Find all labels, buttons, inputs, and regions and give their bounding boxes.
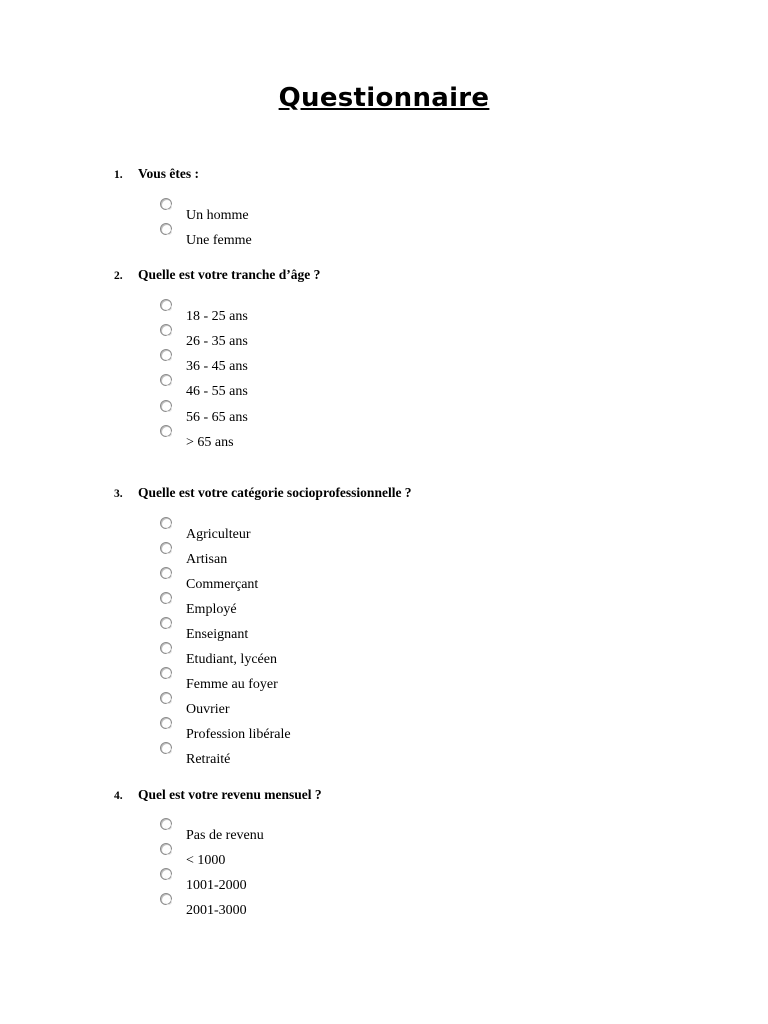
option-label: Femme au foyer bbox=[186, 677, 278, 692]
option-item bbox=[186, 876, 247, 896]
radio-button[interactable] bbox=[160, 349, 172, 361]
option-item bbox=[186, 550, 227, 570]
option-item bbox=[186, 575, 258, 595]
question-text: Quelle est votre tranche d’âge ? bbox=[138, 267, 321, 282]
option-label: Commerçant bbox=[186, 577, 259, 592]
option-item bbox=[186, 231, 252, 251]
option-label: < 1000 bbox=[186, 853, 226, 868]
option-label: Pas de revenu bbox=[186, 828, 264, 843]
option-label: 36 - 45 ans bbox=[186, 359, 248, 374]
option-item bbox=[186, 725, 291, 745]
option-item bbox=[186, 826, 264, 846]
option-item bbox=[186, 206, 249, 226]
radio-button[interactable] bbox=[160, 692, 172, 704]
option-label: Agriculteur bbox=[186, 527, 251, 542]
radio-button[interactable] bbox=[160, 223, 172, 235]
option-item bbox=[186, 332, 248, 352]
radio-button[interactable] bbox=[160, 642, 172, 654]
radio-button[interactable] bbox=[160, 374, 172, 386]
option-item bbox=[186, 525, 251, 545]
option-label: 2001-3000 bbox=[186, 903, 247, 918]
question-number: 2. bbox=[114, 270, 123, 282]
option-item bbox=[186, 625, 248, 645]
radio-button[interactable] bbox=[160, 868, 172, 880]
option-label: Retraité bbox=[186, 752, 231, 767]
radio-button[interactable] bbox=[160, 717, 172, 729]
option-label: Artisan bbox=[186, 552, 228, 567]
option-label: > 65 ans bbox=[186, 435, 234, 450]
question-number: 3. bbox=[114, 488, 123, 500]
option-label: 1001-2000 bbox=[186, 878, 247, 893]
option-label: Ouvrier bbox=[186, 702, 230, 717]
radio-button[interactable] bbox=[160, 198, 172, 210]
option-item bbox=[186, 307, 248, 327]
question-3 bbox=[114, 485, 412, 501]
question-text: Quel est votre revenu mensuel ? bbox=[138, 787, 322, 802]
radio-button[interactable] bbox=[160, 299, 172, 311]
question-text: Vous êtes : bbox=[138, 166, 200, 181]
option-label: Enseignant bbox=[186, 627, 249, 642]
option-label: 18 - 25 ans bbox=[186, 309, 248, 324]
option-label: 56 - 65 ans bbox=[186, 410, 248, 425]
option-item bbox=[186, 650, 277, 670]
page-title: Questionnaire bbox=[278, 83, 490, 113]
option-label: Profession libérale bbox=[186, 727, 291, 742]
radio-button[interactable] bbox=[160, 567, 172, 579]
question-number: 4. bbox=[114, 790, 123, 802]
option-label: 26 - 35 ans bbox=[186, 334, 248, 349]
option-label: Employé bbox=[186, 602, 237, 617]
radio-button[interactable] bbox=[160, 818, 172, 830]
option-item bbox=[186, 851, 225, 871]
option-item bbox=[186, 357, 248, 377]
radio-button[interactable] bbox=[160, 742, 172, 754]
option-item bbox=[186, 675, 278, 695]
radio-button[interactable] bbox=[160, 542, 172, 554]
radio-button[interactable] bbox=[160, 667, 172, 679]
question-text: Quelle est votre catégorie socioprofessionnelle ? bbox=[138, 485, 412, 500]
option-item bbox=[186, 382, 248, 402]
option-item bbox=[186, 433, 234, 453]
radio-button[interactable] bbox=[160, 517, 172, 529]
question-1 bbox=[114, 166, 199, 182]
option-item bbox=[186, 700, 230, 720]
option-item bbox=[186, 408, 248, 428]
option-label: Une femme bbox=[186, 233, 252, 248]
radio-button[interactable] bbox=[160, 617, 172, 629]
option-label: Un homme bbox=[186, 208, 249, 223]
radio-button[interactable] bbox=[160, 425, 172, 437]
option-label: Etudiant, lycéen bbox=[186, 652, 277, 667]
option-label: 46 - 55 ans bbox=[186, 384, 248, 399]
radio-button[interactable] bbox=[160, 592, 172, 604]
question-number: 1. bbox=[114, 169, 123, 181]
radio-button[interactable] bbox=[160, 893, 172, 905]
question-2 bbox=[114, 267, 320, 283]
radio-button[interactable] bbox=[160, 400, 172, 412]
option-item bbox=[186, 901, 247, 921]
radio-button[interactable] bbox=[160, 324, 172, 336]
question-4 bbox=[114, 787, 322, 803]
option-item bbox=[186, 600, 237, 620]
option-item bbox=[186, 750, 230, 770]
radio-button[interactable] bbox=[160, 843, 172, 855]
